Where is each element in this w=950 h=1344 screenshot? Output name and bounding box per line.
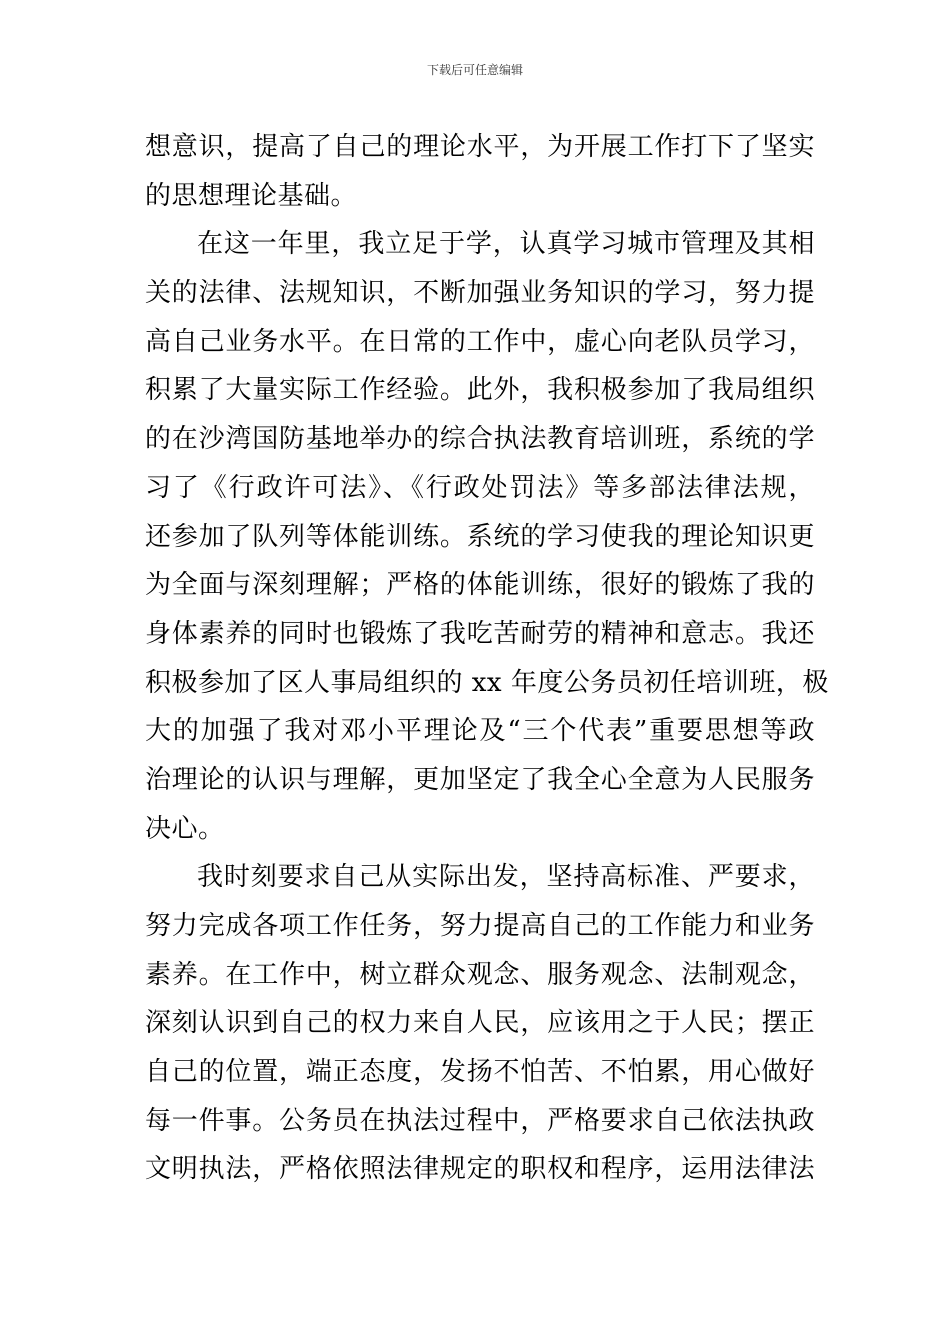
text-line: 我时刻要求自己从实际出发，坚持高标准、严要求， — [197, 862, 815, 893]
text-line: 素养。在工作中，树立群众观念、服务观念、法制观念， — [145, 959, 815, 990]
text-line: 积累了大量实际工作经验。此外，我积极参加了我局组织 — [145, 375, 815, 406]
text-line: 习了《行政许可法》、《行政处罚法》等多部法律法规， — [145, 472, 815, 503]
text-line: 深刻认识到自己的权力来自人民，应该用之于人民；摆正 — [145, 1008, 815, 1039]
text-line: 的在沙湾国防基地举办的综合执法教育培训班，系统的学 — [145, 424, 815, 455]
text-line: 的思想理论基础。 — [145, 180, 358, 211]
text-line: 治理论的认识与理解，更加坚定了我全心全意为人民服务 — [145, 764, 815, 795]
text-line: 还参加了队列等体能训练。系统的学习使我的理论知识更 — [145, 521, 815, 552]
text-line: 自己的位置，端正态度，发扬不怕苦、不怕累，用心做好 — [145, 1057, 815, 1088]
text-line: 高自己业务水平。在日常的工作中，虚心向老队员学习， — [145, 326, 815, 357]
document-body — [145, 123, 829, 1194]
text-line: 决心。 — [145, 813, 225, 844]
text-line: 积极参加了区人事局组织的 xx 年度公务员初任培训班，极 — [145, 667, 829, 698]
text-line: 在这一年里，我立足于学，认真学习城市管理及其相 — [197, 229, 815, 260]
text-line: 大的加强了我对邓小平理论及“三个代表”重要思想等政 — [145, 716, 815, 747]
text-line: 努力完成各项工作任务，努力提高自己的工作能力和业务 — [145, 911, 815, 941]
text-line: 想意识，提高了自己的理论水平，为开展工作打下了坚实 — [145, 132, 815, 162]
page-header: 下载后可任意编辑 — [426, 63, 523, 77]
text-line: 关的法律、法规知识，不断加强业务知识的学习，努力提 — [145, 278, 815, 309]
text-line: 为全面与深刻理解；严格的体能训练，很好的锻炼了我的 — [145, 570, 815, 601]
text-line: 每一件事。公务员在执法过程中，严格要求自己依法执政 — [145, 1105, 815, 1136]
text-line: 身体素养的同时也锻炼了我吃苦耐劳的精神和意志。我还 — [145, 618, 815, 649]
text-line: 文明执法，严格依照法律规定的职权和程序，运用法律法 — [145, 1154, 815, 1185]
